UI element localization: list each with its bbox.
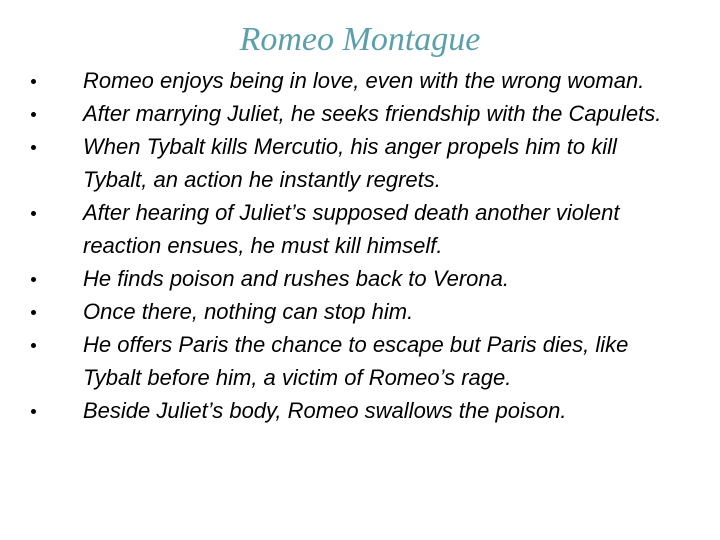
bullet-text: He offers Paris the chance to escape but Paris dies, like Tybalt before him, a victim of Romeo’s rage. [83, 332, 629, 390]
bullet-item [0, 97, 720, 130]
bullet-text: Romeo enjoys being in love, even with the wrong woman. [83, 68, 645, 93]
bullet-item [0, 262, 720, 295]
bullet-item [0, 196, 720, 262]
bullet-item [0, 130, 720, 196]
bullet-list [0, 64, 720, 427]
bullet-item [0, 295, 720, 328]
bullet-icon [31, 211, 36, 216]
bullet-text: After hearing of Juliet’s supposed death another violent reaction ensues, he must kill himself. [83, 200, 620, 258]
bullet-text: He finds poison and rushes back to Verona. [83, 266, 510, 291]
bullet-icon [31, 277, 36, 282]
bullet-icon [31, 343, 36, 348]
bullet-text: After marrying Juliet, he seeks friendship with the Capulets. [83, 101, 662, 126]
bullet-text: Once there, nothing can stop him. [83, 299, 414, 324]
bullet-icon [31, 145, 36, 150]
bullet-icon [31, 310, 36, 315]
bullet-text: Beside Juliet’s body, Romeo swallows the poison. [83, 398, 567, 423]
bullet-item [0, 64, 720, 97]
bullet-text: When Tybalt kills Mercutio, his anger propels him to kill Tybalt, an action he instantly regrets. [83, 134, 617, 192]
bullet-icon [31, 409, 36, 414]
bullet-item [0, 394, 720, 427]
slide-title: Romeo Montague [239, 21, 481, 58]
bullet-icon [31, 112, 36, 117]
bullet-item [0, 328, 720, 394]
bullet-icon [31, 79, 36, 84]
